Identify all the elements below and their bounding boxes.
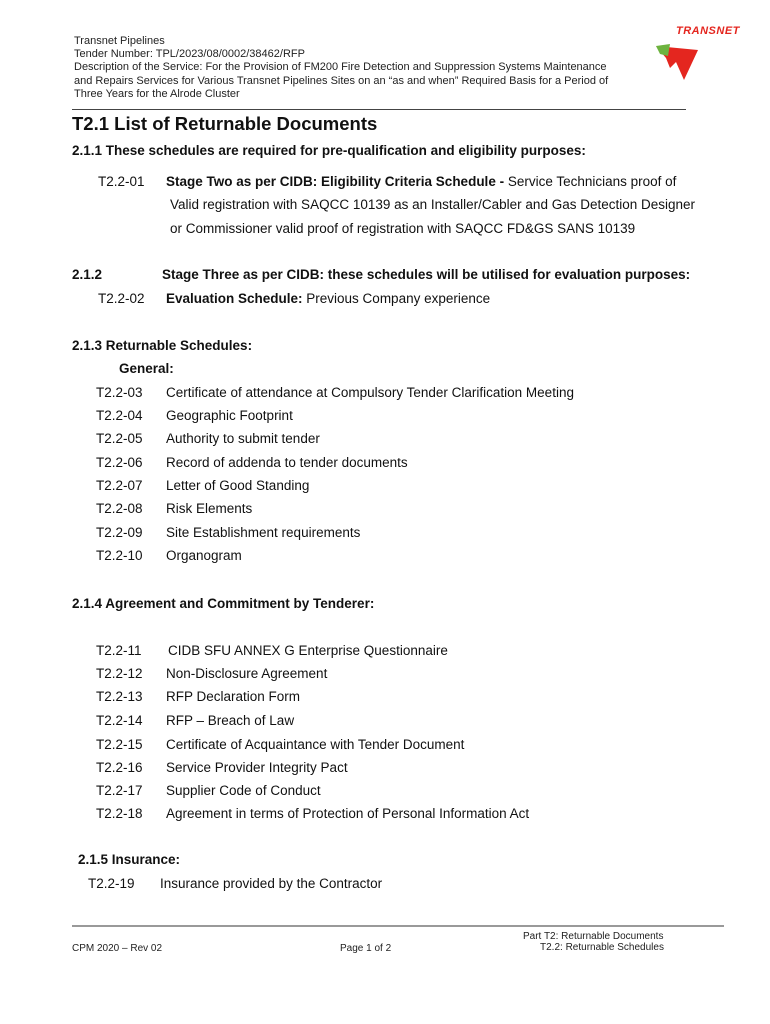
schedule-text: Geographic Footprint [166, 408, 293, 423]
schedule-text: Certificate of Acquaintance with Tender Document [166, 737, 465, 752]
header-description-1: Description of the Service: For the Provision of FM200 Fire Detection and Suppression Systems Maintenance [74, 61, 607, 73]
schedule-text: Site Establishment requirements [166, 525, 361, 540]
transnet-logo [650, 22, 746, 82]
schedule-code: T2.2-19 [88, 876, 135, 891]
schedule-text: Record of addenda to tender documents [166, 455, 408, 470]
header-description-3: Three Years for the Alrode Cluster [74, 88, 240, 100]
schedule-text: Organogram [166, 548, 242, 563]
schedule-text: Insurance provided by the Contractor [160, 876, 383, 891]
footer-page-number: Page 1 of 2 [340, 943, 392, 954]
section-2-1-2-heading: Stage Three as per CIDB: these schedules will be utilised for evaluation purposes: [162, 267, 691, 282]
header-company: Transnet Pipelines [74, 35, 165, 47]
schedule-text: Risk Elements [166, 501, 253, 516]
schedule-text: Service Technicians proof of [504, 174, 677, 189]
schedule-text: Letter of Good Standing [166, 478, 310, 493]
schedule-t2-2-02 [166, 291, 490, 306]
schedule-code: T2.2-16 [96, 760, 143, 775]
schedule-code: T2.2-18 [96, 806, 143, 821]
transnet-logo-mark [650, 22, 746, 82]
footer-divider [72, 925, 724, 927]
logo-green-shape [656, 44, 670, 56]
schedule-t2-2-01 [166, 174, 676, 189]
schedule-code: T2.2-03 [96, 385, 143, 400]
schedule-code: T2.2-07 [96, 478, 143, 493]
schedule-text-line-3: or Commissioner valid proof of registration with SAQCC FD&GS SANS 10139 [170, 221, 636, 236]
schedule-code: T2.2-06 [96, 455, 143, 470]
schedule-text: RFP – Breach of Law [166, 713, 295, 728]
schedule-code: T2.2-01 [98, 174, 145, 189]
schedule-code: T2.2-09 [96, 525, 143, 540]
page-title: T2.1 List of Returnable Documents [72, 113, 378, 134]
schedule-text: Service Provider Integrity Pact [166, 760, 348, 775]
section-2-1-2-number: 2.1.2 [72, 267, 103, 282]
header-description-2: and Repairs Services for Various Transnet Pipelines Sites on an “as and when” Required Basis for a Period of [74, 75, 609, 87]
schedule-code: T2.2-08 [96, 501, 143, 516]
footer-revision: CPM 2020 – Rev 02 [72, 943, 163, 954]
header-divider [72, 109, 686, 110]
schedule-text: CIDB SFU ANNEX G Enterprise Questionnaire [168, 643, 448, 658]
schedule-text: Authority to submit tender [166, 431, 320, 446]
schedule-code: T2.2-02 [98, 291, 145, 306]
section-2-1-4-heading: 2.1.4 Agreement and Commitment by Tenderer: [72, 596, 375, 611]
section-2-1-3-heading: 2.1.3 Returnable Schedules: [72, 338, 253, 353]
schedule-code: T2.2-05 [96, 431, 143, 446]
schedule-code: T2.2-04 [96, 408, 143, 423]
schedule-text: Certificate of attendance at Compulsory Tender Clarification Meeting [166, 385, 574, 400]
schedule-title: Stage Two as per CIDB: Eligibility Criteria Schedule - [166, 174, 505, 189]
schedule-text: Supplier Code of Conduct [166, 783, 321, 798]
section-2-1-1-heading: 2.1.1 These schedules are required for pre-qualification and eligibility purposes: [72, 143, 586, 158]
footer-section: T2.2: Returnable Schedules [540, 942, 664, 953]
schedule-code: T2.2-15 [96, 737, 143, 752]
footer-part: Part T2: Returnable Documents [523, 931, 664, 942]
header-tender-number: Tender Number: TPL/2023/08/0002/38462/RFP [74, 48, 305, 60]
schedule-code: T2.2-14 [96, 713, 143, 728]
schedule-title: Evaluation Schedule: [166, 291, 303, 306]
schedule-text: Agreement in terms of Protection of Personal Information Act [166, 806, 530, 821]
schedule-text-line-2: Valid registration with SAQCC 10139 as an Installer/Cabler and Gas Detection Designer [170, 197, 696, 212]
schedule-code: T2.2-11 [96, 643, 142, 658]
logo-wordmark: TRANSNET [676, 25, 740, 37]
section-2-1-5-heading: 2.1.5 Insurance: [78, 852, 181, 867]
schedule-code: T2.2-13 [96, 689, 143, 704]
schedule-code: T2.2-10 [96, 548, 143, 563]
schedule-text: RFP Declaration Form [166, 689, 301, 704]
section-2-1-3-subheading: General: [119, 361, 174, 376]
schedule-text: Non-Disclosure Agreement [166, 666, 328, 681]
schedule-text: Previous Company experience [302, 291, 491, 306]
schedule-code: T2.2-12 [96, 666, 143, 681]
schedule-code: T2.2-17 [96, 783, 143, 798]
